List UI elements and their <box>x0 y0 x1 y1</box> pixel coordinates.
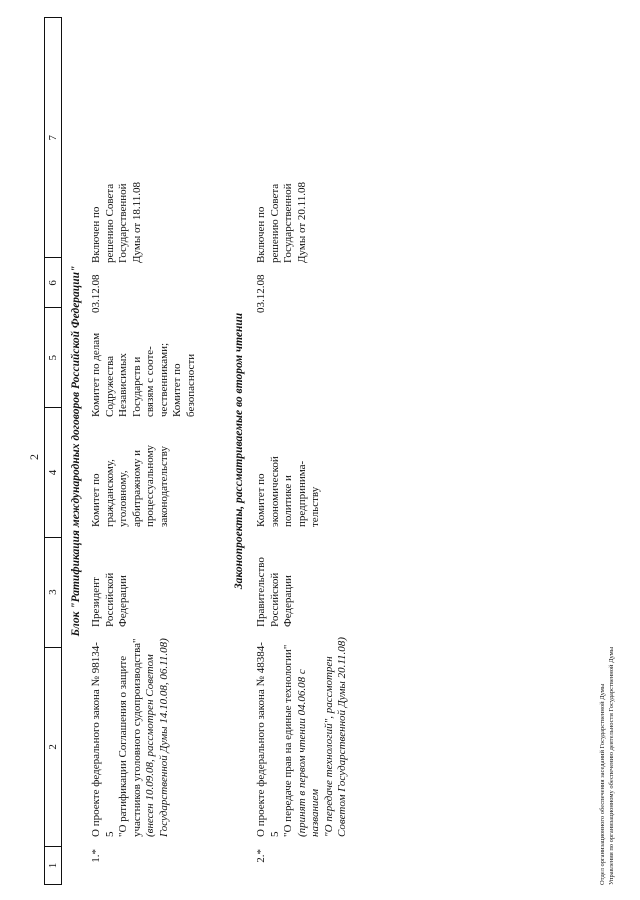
row-title <box>90 637 171 837</box>
co-committee-line: чественниками; <box>157 342 170 417</box>
title-note: Государственной Думы 14.10.08, 06.11.08) <box>157 638 170 837</box>
committee-line: уголовному, <box>117 470 129 527</box>
review-date: 03.12.08 <box>90 274 102 313</box>
header-col-6: 6 <box>45 257 61 307</box>
committee <box>255 417 323 527</box>
title-note: (внесен 10.09.08, рассмотрен Советом <box>144 654 156 837</box>
header-col-2: 2 <box>45 647 61 847</box>
title-note: Советом Государственной Думы 20.11.08) <box>336 637 348 837</box>
note-line: Включен по <box>90 206 102 263</box>
header-col-5: 5 <box>45 307 61 407</box>
co-committee <box>90 317 198 417</box>
footer <box>598 647 616 885</box>
subject-line: Российской <box>103 572 116 627</box>
committee-line: арбитражному и <box>130 449 143 527</box>
section-title-ratification: Блок "Ратификация международных договоров Российской Федерации" <box>70 265 82 637</box>
note-line: Государственной <box>117 183 129 263</box>
inclusion-note <box>255 153 309 263</box>
committee-line: Комитет по <box>90 473 102 527</box>
header-col-1: 1 <box>45 846 61 884</box>
title-line: О проекте федерального закона № 98134-5 <box>90 642 116 837</box>
note-line: Включен по <box>255 206 267 263</box>
subject-line: Федерации <box>282 575 294 627</box>
title-note: (принят в первом чтении 04.06.08 с названием <box>295 669 321 837</box>
note-line: решению Совета <box>268 183 281 263</box>
note-line: Государственной <box>282 183 294 263</box>
committee <box>90 417 171 527</box>
co-committee-line: Государств и <box>130 356 143 417</box>
title-line: О проекте федерального закона № 48384-5 <box>255 642 281 837</box>
header-col-3: 3 <box>45 537 61 647</box>
review-date: 03.12.08 <box>255 274 267 313</box>
subject-line: Президент <box>90 577 102 627</box>
co-committee-line: связям с сооте- <box>144 346 156 417</box>
note-line: решению Совета <box>103 183 116 263</box>
co-committee-line: Независимых <box>117 353 129 417</box>
note-line: Думы от 20.11.08 <box>295 182 308 263</box>
committee-line: тельству <box>309 486 321 527</box>
subject-line: Российской <box>268 572 281 627</box>
table-row <box>90 17 230 885</box>
table-header <box>44 17 62 885</box>
title-line: "О ратификации Соглашения о защите <box>117 655 129 837</box>
committee-line: политике и <box>282 475 294 527</box>
co-committee-line: Комитет по делам <box>90 332 102 417</box>
committee-line: гражданскому, <box>103 459 116 527</box>
committee-line: Комитет по <box>255 473 267 527</box>
committee-line: предпринима- <box>295 460 308 527</box>
co-committee-line: Комитет по <box>171 363 183 417</box>
co-committee-line: Содружества <box>103 355 116 417</box>
row-title <box>255 637 350 837</box>
subject-of-initiative <box>255 527 296 627</box>
note-line: Думы от 18.11.08 <box>130 182 143 263</box>
row-number: 2.* <box>255 849 267 863</box>
committee-line: процессуальному <box>144 444 156 527</box>
subject-of-initiative <box>90 527 131 627</box>
table-row <box>255 17 365 885</box>
committee-line: законодательству <box>157 446 170 527</box>
committee-line: экономической <box>268 456 281 527</box>
header-col-4: 4 <box>45 407 61 537</box>
section-title-second-reading: Законопроекты, рассматриваемые во втором чтении <box>233 312 245 590</box>
header-col-7: 7 <box>47 134 59 141</box>
title-note: "О передаче технологий", рассмотрен <box>322 656 335 837</box>
co-committee-line: безопасности <box>184 353 197 417</box>
page-number: 2 <box>27 454 41 460</box>
title-line: участников уголовного судопроизводства" <box>130 638 143 837</box>
footer-line: Управления по организационному обеспечению деятельности Государственной Думы <box>608 646 615 885</box>
subject-line: Правительство <box>255 557 267 627</box>
title-line: "О передаче прав на единые технологии" <box>282 644 294 837</box>
inclusion-note <box>90 153 144 263</box>
subject-line: Федерации <box>117 575 129 627</box>
footer-line: Отдел организационного обеспечения заседаний Государственной Думы <box>599 683 606 885</box>
row-number: 1.* <box>90 849 102 863</box>
